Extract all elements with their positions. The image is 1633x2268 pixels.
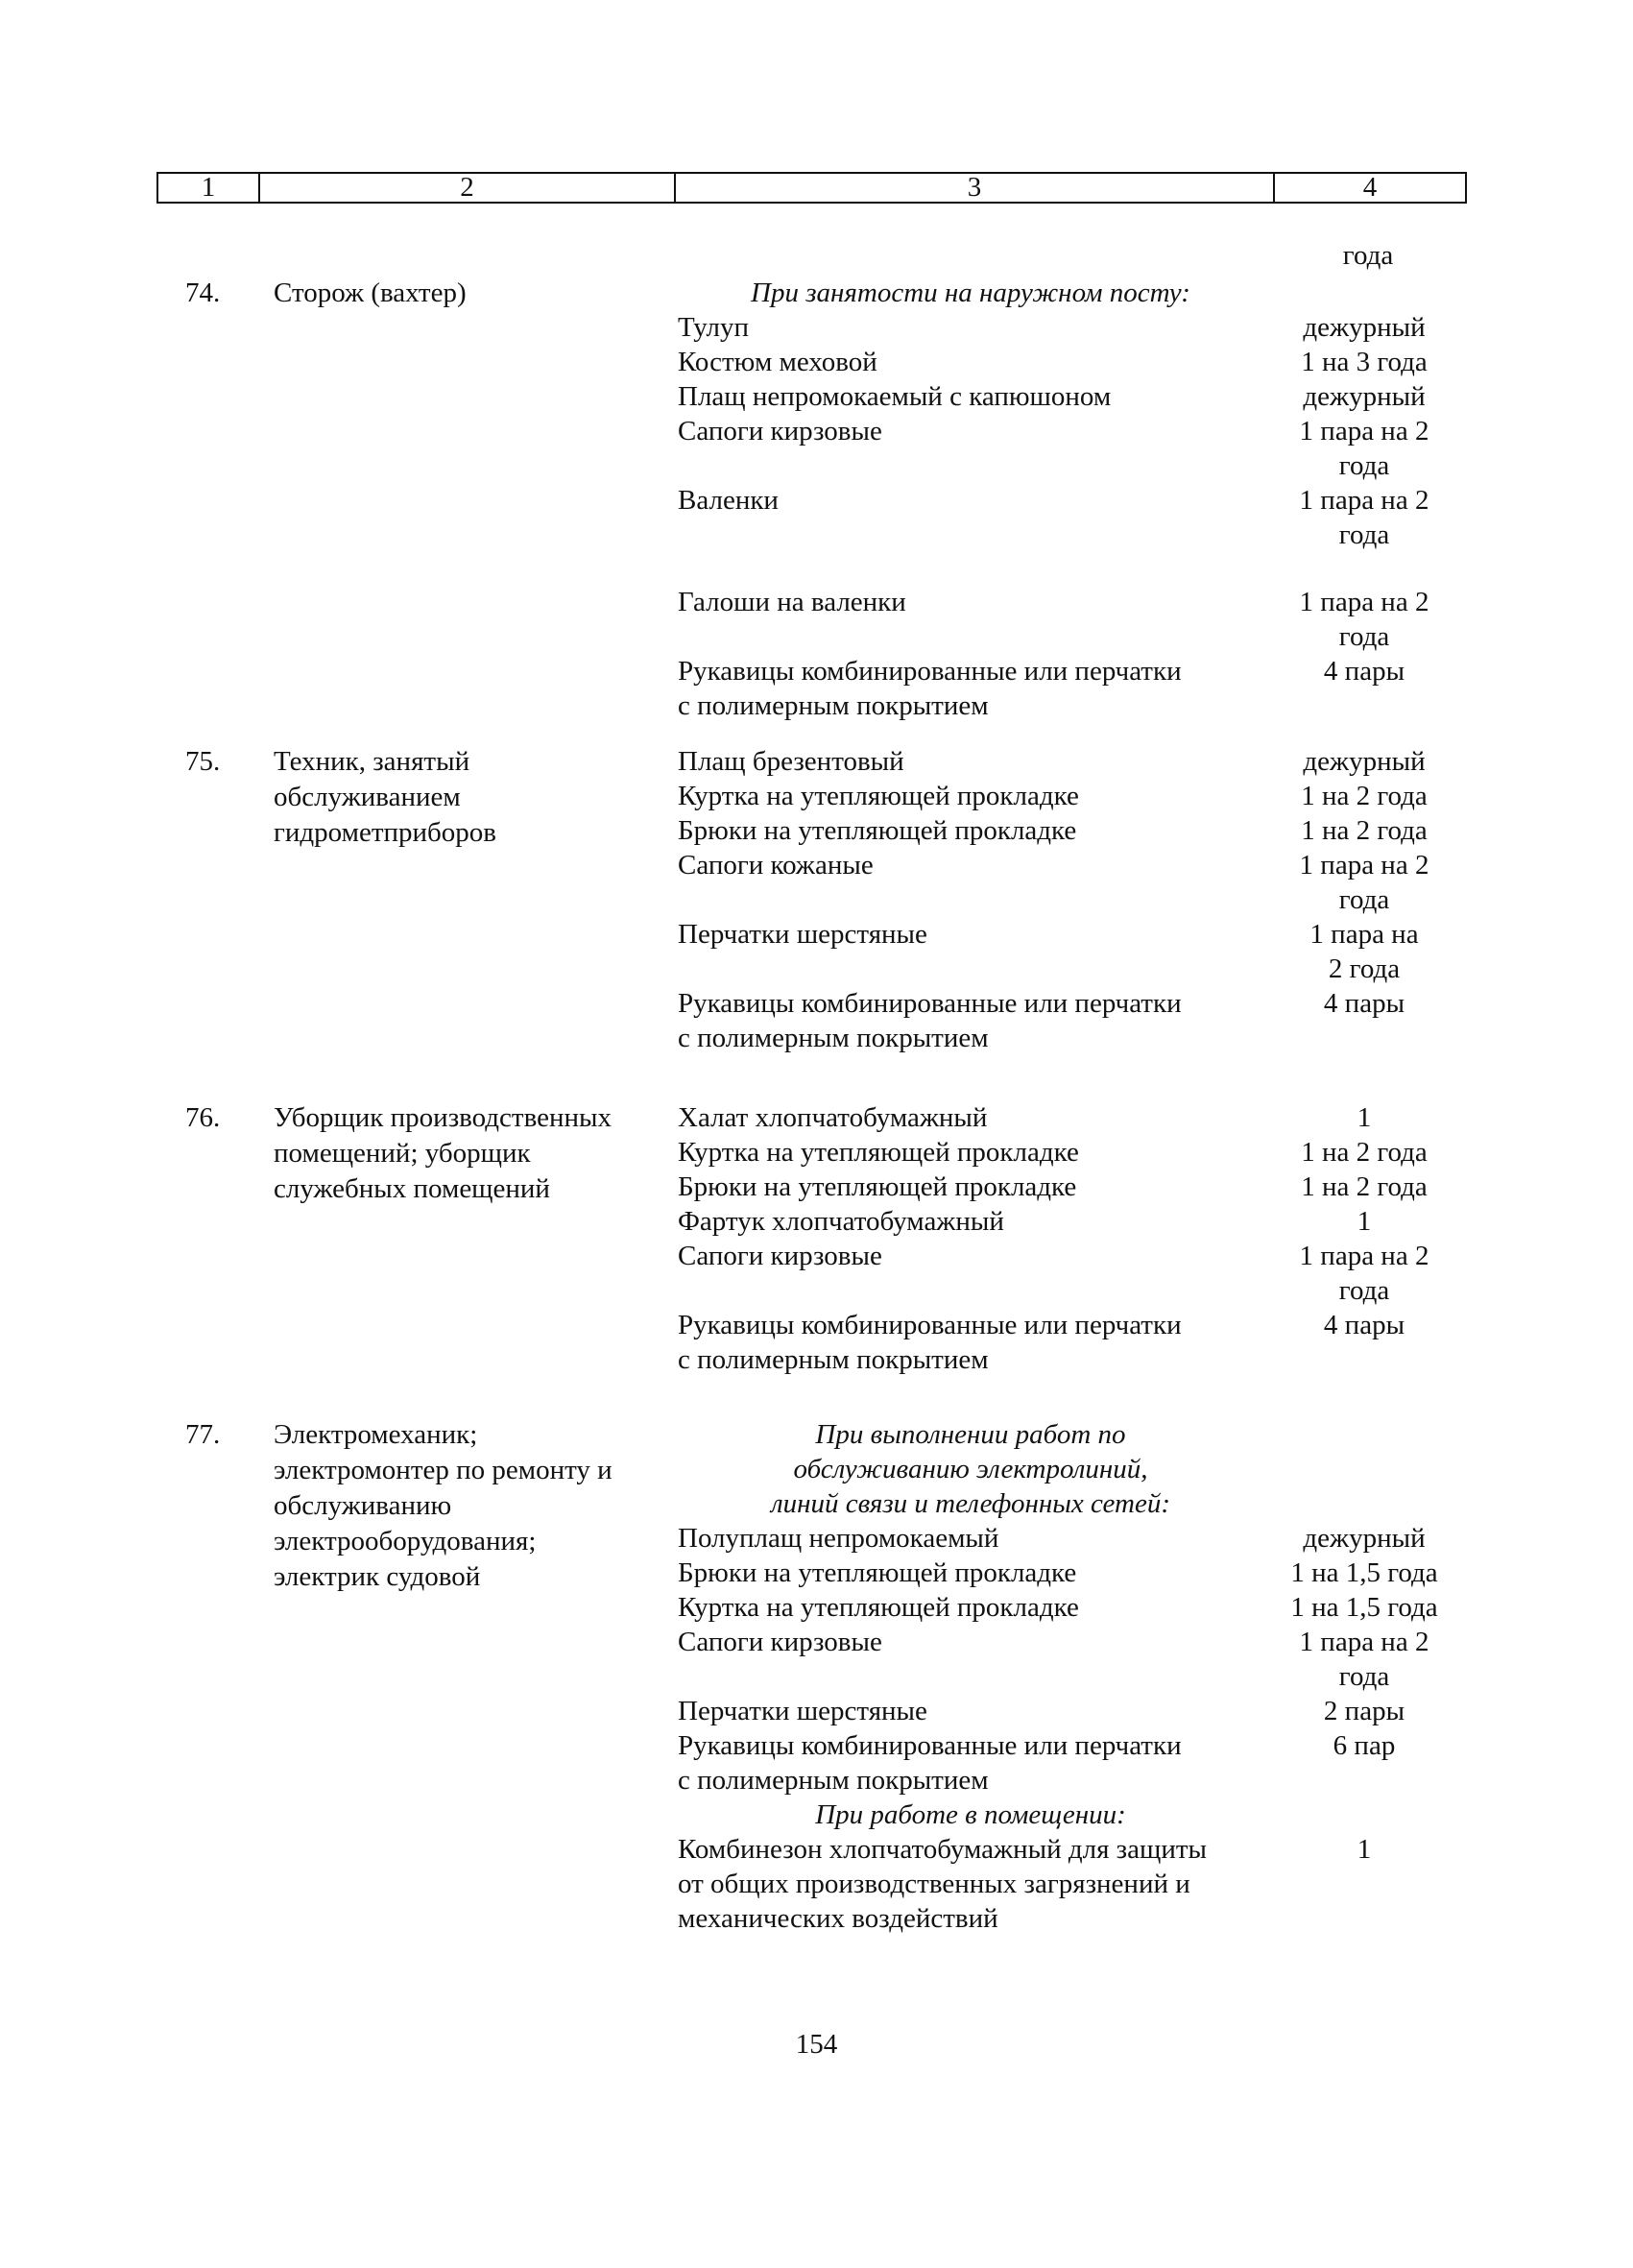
item-name-line: с полимерным покрытием — [678, 1344, 989, 1375]
item-norm-line: 1 — [1357, 1834, 1372, 1865]
item-name-line: Валенки — [678, 485, 779, 516]
column-header-1: 1 — [158, 174, 260, 202]
column-header-3: 3 — [676, 174, 1275, 202]
item-norm — [1244, 1556, 1484, 1590]
item-name-line: Рукавицы комбинированные или перчатки — [678, 1730, 1182, 1761]
item-name — [678, 414, 1292, 448]
item-name — [678, 917, 1292, 952]
item-norm-line: дежурный — [1303, 312, 1426, 343]
item-name-line: Тулуп — [678, 312, 749, 343]
item-norm-line: 1 пара на 2 — [1299, 587, 1429, 617]
item-name — [678, 585, 1292, 619]
item-norm — [1244, 1625, 1484, 1694]
item-name-line: Рукавицы комбинированные или перчатки — [678, 988, 1182, 1019]
entry-number: 74. — [185, 277, 221, 308]
profession-line: Сторож (вахтер) — [274, 277, 467, 308]
item-list — [678, 744, 1580, 1055]
item-name-line: Брюки на утепляющей прокладке — [678, 815, 1077, 846]
item-name — [678, 1694, 1292, 1728]
item-norm — [1244, 744, 1484, 779]
item-norm — [1244, 654, 1484, 688]
item-norm-line: 2 года — [1328, 953, 1401, 984]
item-norm — [1244, 1100, 1484, 1135]
item-name-line: с полимерным покрытием — [678, 1023, 989, 1053]
item-norm-line: года — [1338, 621, 1390, 652]
item-name-line: Рукавицы комбинированные или перчатки — [678, 656, 1182, 687]
item-norm-line: 1 на 3 года — [1301, 347, 1428, 377]
item-name-line: Сапоги кожаные — [678, 850, 874, 881]
item-norm-line: 4 пары — [1323, 988, 1405, 1019]
item-row — [678, 1308, 1580, 1377]
item-row — [678, 1832, 1580, 1936]
item-norm-line: дежурный — [1303, 1523, 1426, 1554]
item-norm-line: 6 пар — [1333, 1730, 1396, 1761]
item-name — [678, 654, 1292, 723]
item-norm-line: года — [1338, 1661, 1390, 1692]
item-name-line: с полимерным покрытием — [678, 1765, 989, 1796]
item-name — [678, 1590, 1292, 1625]
item-norm — [1244, 1521, 1484, 1556]
item-name — [678, 310, 1292, 345]
item-name-line: с полимерным покрытием — [678, 690, 989, 721]
item-norm — [1244, 1832, 1484, 1867]
item-row — [678, 379, 1580, 414]
item-norm — [1244, 1170, 1484, 1204]
item-norm-line: дежурный — [1303, 746, 1426, 777]
item-row — [678, 1590, 1580, 1625]
condition-heading: линий связи и телефонных сетей: — [771, 1488, 1170, 1519]
item-norm-line: 1 — [1357, 1102, 1372, 1133]
profession-line: служебных помещений — [274, 1173, 550, 1204]
item-name — [678, 1170, 1292, 1204]
item-list — [678, 276, 1580, 723]
item-norm-line: 1 на 1,5 года — [1290, 1592, 1438, 1623]
item-norm-line: дежурный — [1303, 381, 1426, 412]
item-norm — [1244, 379, 1484, 414]
item-name — [678, 379, 1292, 414]
item-name — [678, 1135, 1292, 1170]
item-row — [678, 813, 1580, 848]
item-name-line: Перчатки шерстяные — [678, 919, 927, 950]
item-norm — [1244, 1590, 1484, 1625]
item-norm-line: 1 пара на 2 — [1299, 1627, 1429, 1657]
item-name — [678, 1625, 1292, 1659]
item-norm-line: 1 пара на 2 — [1299, 416, 1429, 446]
page-number: 154 — [795, 2029, 838, 2060]
item-row — [678, 1239, 1580, 1308]
item-name — [678, 848, 1292, 882]
item-row — [678, 779, 1580, 813]
item-name-line: Халат хлопчатобумажный — [678, 1102, 988, 1133]
item-row — [678, 1728, 1580, 1798]
item-norm — [1244, 986, 1484, 1021]
entry-number: 77. — [185, 1419, 221, 1450]
profession — [274, 1100, 667, 1207]
item-name — [678, 1100, 1292, 1135]
item-norm — [1244, 1694, 1484, 1728]
profession-line: обслуживанием — [274, 782, 461, 812]
item-row — [678, 1694, 1580, 1728]
profession-line: электромонтер по ремонту и — [274, 1455, 612, 1485]
item-name-line: Сапоги кирзовые — [678, 416, 882, 446]
item-norm — [1244, 483, 1484, 552]
entry-number: 76. — [185, 1102, 221, 1133]
item-norm-line: года — [1338, 519, 1390, 550]
item-name-line: Галоши на валенки — [678, 587, 906, 617]
item-name-line: Плащ брезентовый — [678, 746, 904, 777]
item-row — [678, 414, 1580, 483]
item-row — [678, 483, 1580, 552]
column-header-2: 2 — [260, 174, 676, 202]
item-row — [678, 848, 1580, 917]
item-norm — [1244, 1204, 1484, 1239]
item-norm-line: 1 — [1357, 1206, 1372, 1237]
item-row — [678, 1625, 1580, 1694]
profession — [274, 276, 667, 311]
item-norm-line: года — [1338, 450, 1390, 481]
item-name-line: Плащ непромокаемый с капюшоном — [678, 381, 1112, 412]
item-norm — [1244, 1308, 1484, 1342]
item-name-line: Костюм меховой — [678, 347, 877, 377]
item-name-line: Куртка на утепляющей прокладке — [678, 1137, 1079, 1168]
item-norm-line: 1 на 2 года — [1301, 815, 1428, 846]
profession — [274, 1417, 667, 1595]
profession-line: Электромеханик; — [274, 1419, 478, 1450]
item-name-line: Фартук хлопчатобумажный — [678, 1206, 1004, 1237]
item-norm — [1244, 917, 1484, 986]
profession-line: Уборщик производственных — [274, 1102, 612, 1133]
item-norm-line: 1 пара на 2 — [1299, 485, 1429, 516]
item-row — [678, 1100, 1580, 1135]
item-name-line: механических воздействий — [678, 1903, 998, 1934]
item-name — [678, 744, 1292, 779]
item-row — [678, 1135, 1580, 1170]
item-name — [678, 986, 1292, 1055]
item-name — [678, 1556, 1292, 1590]
item-row — [678, 1170, 1580, 1204]
item-name-line: от общих производственных загрязнений и — [678, 1869, 1190, 1899]
item-norm — [1244, 1135, 1484, 1170]
item-norm-line: 1 на 2 года — [1301, 1137, 1428, 1168]
spacer — [678, 552, 1580, 585]
item-row — [678, 1521, 1580, 1556]
item-norm — [1244, 1239, 1484, 1308]
condition-heading: При занятости на наружном посту: — [751, 277, 1190, 308]
item-norm-line: 1 на 2 года — [1301, 781, 1428, 811]
item-name — [678, 1521, 1292, 1556]
item-norm — [1244, 345, 1484, 379]
carry-over-norm: года — [1342, 240, 1394, 271]
item-row — [678, 654, 1580, 723]
item-norm — [1244, 1728, 1484, 1763]
item-norm-line: 1 пара на 2 — [1299, 850, 1429, 881]
item-name — [678, 1832, 1292, 1936]
column-header-4: 4 — [1362, 172, 1378, 203]
item-name — [678, 813, 1292, 848]
item-row — [678, 345, 1580, 379]
item-row — [678, 744, 1580, 779]
profession-line: гидрометприборов — [274, 817, 496, 848]
item-name — [678, 1308, 1292, 1377]
item-name — [678, 779, 1292, 813]
item-norm — [1244, 414, 1484, 483]
item-name — [678, 1204, 1292, 1239]
item-norm-line: 4 пары — [1323, 1310, 1405, 1340]
item-norm-line: 1 на 1,5 года — [1290, 1557, 1438, 1588]
item-norm — [1244, 848, 1484, 917]
condition-heading: обслуживанию электролиний, — [793, 1454, 1148, 1484]
item-row — [678, 310, 1580, 345]
item-name-line: Полуплащ непромокаемый — [678, 1523, 999, 1554]
item-name — [678, 1239, 1292, 1273]
item-norm — [1244, 310, 1484, 345]
item-norm-line: 2 пары — [1323, 1696, 1405, 1726]
item-norm-line: 1 на 2 года — [1301, 1171, 1428, 1202]
item-name-line: Перчатки шерстяные — [678, 1696, 927, 1726]
profession-line: Техник, занятый — [274, 746, 470, 777]
item-norm-line: года — [1338, 1275, 1390, 1306]
item-row — [678, 986, 1580, 1055]
profession-line: электрик судовой — [274, 1561, 481, 1592]
profession — [274, 744, 667, 851]
item-norm-line: 1 пара на — [1309, 919, 1419, 950]
item-row — [678, 1204, 1580, 1239]
condition-heading: При выполнении работ по — [815, 1419, 1126, 1450]
item-norm — [1244, 813, 1484, 848]
item-name — [678, 1728, 1292, 1798]
item-list — [678, 1100, 1580, 1377]
item-name-line: Куртка на утепляющей прокладке — [678, 781, 1079, 811]
item-name — [678, 345, 1292, 379]
profession-line: обслуживанию — [274, 1490, 452, 1521]
item-name-line: Брюки на утепляющей прокладке — [678, 1557, 1077, 1588]
item-name — [678, 483, 1292, 518]
item-name-line: Сапоги кирзовые — [678, 1241, 882, 1271]
item-name-line: Рукавицы комбинированные или перчатки — [678, 1310, 1182, 1340]
item-name-line: Комбинезон хлопчатобумажный для защиты — [678, 1834, 1208, 1865]
item-name-line: Сапоги кирзовые — [678, 1627, 882, 1657]
condition-heading: При работе в помещении: — [815, 1799, 1126, 1830]
item-row — [678, 1556, 1580, 1590]
item-norm-line: 4 пары — [1323, 656, 1405, 687]
item-norm — [1244, 585, 1484, 654]
profession-line: электрооборудования; — [274, 1526, 537, 1556]
item-list — [678, 1417, 1580, 1936]
column-header-row — [156, 172, 1467, 204]
item-row — [678, 585, 1580, 654]
item-norm-line: года — [1338, 884, 1390, 915]
item-norm — [1244, 779, 1484, 813]
item-name-line: Брюки на утепляющей прокладке — [678, 1171, 1077, 1202]
profession-line: помещений; уборщик — [274, 1138, 531, 1169]
item-norm-line: 1 пара на 2 — [1299, 1241, 1429, 1271]
item-name-line: Куртка на утепляющей прокладке — [678, 1592, 1079, 1623]
entry-number: 75. — [185, 746, 221, 777]
item-row — [678, 917, 1580, 986]
